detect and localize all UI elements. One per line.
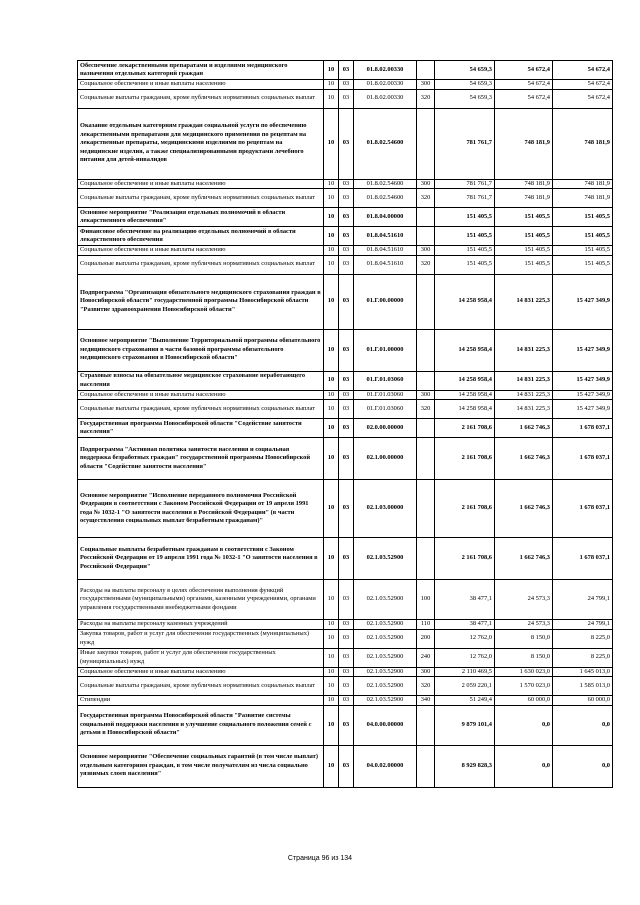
cell-amount-2: 1 662 746,3 [495,419,553,438]
cell-amount-2: 0,0 [495,705,553,745]
cell-expense-type: 320 [417,677,435,696]
cell-amount-1: 54 659,3 [435,61,495,80]
cell-section: 10 [324,189,339,208]
cell-name: Стипендии [78,696,324,706]
cell-amount-2: 1 630 023,0 [495,667,553,677]
cell-expense-type [417,480,435,538]
table-row [78,274,613,329]
cell-section: 10 [324,580,339,620]
cell-section: 10 [324,745,339,787]
cell-expense-type [417,274,435,329]
cell-section: 10 [324,61,339,80]
cell-amount-1: 51 249,4 [435,696,495,706]
cell-amount-2: 1 570 023,0 [495,677,553,696]
cell-section: 10 [324,274,339,329]
cell-amount-3: 151 405,5 [553,255,613,274]
table-row [78,696,613,706]
cell-amount-3: 60 000,0 [553,696,613,706]
cell-amount-1: 151 405,5 [435,208,495,227]
cell-amount-1: 54 659,3 [435,89,495,108]
cell-target-article: 01.8.02.54600 [354,189,417,208]
cell-name: Социальные выплаты гражданам, кроме публичных нормативных социальных выплат [78,400,324,419]
cell-subsection: 03 [339,629,354,648]
cell-subsection: 03 [339,667,354,677]
cell-name: Социальное обеспечение и иные выплаты населению [78,390,324,400]
table-row [78,705,613,745]
cell-expense-type [417,208,435,227]
cell-amount-2: 14 831 225,3 [495,400,553,419]
cell-amount-3: 0,0 [553,705,613,745]
cell-section: 10 [324,677,339,696]
cell-target-article: 01.8.04.00000 [354,208,417,227]
cell-expense-type [417,419,435,438]
cell-subsection: 03 [339,745,354,787]
table-row [78,108,613,179]
cell-amount-3: 8 225,0 [553,629,613,648]
cell-expense-type [417,745,435,787]
cell-expense-type: 240 [417,648,435,667]
cell-amount-3: 748 181,9 [553,108,613,179]
cell-amount-2: 60 000,0 [495,696,553,706]
cell-amount-3: 1 678 037,1 [553,419,613,438]
cell-expense-type: 300 [417,179,435,189]
cell-amount-1: 151 405,5 [435,246,495,256]
cell-amount-1: 2 059 220,1 [435,677,495,696]
cell-amount-3: 1 678 037,1 [553,480,613,538]
cell-name: Подпрограмма "Организация обязательного медицинского страхования граждан в Новосибирской области" государственной программы Новосибирской области "Развитие здравоохранения Новосибирской области" [78,274,324,329]
cell-expense-type: 300 [417,80,435,90]
cell-amount-2: 151 405,5 [495,208,553,227]
cell-amount-3: 151 405,5 [553,246,613,256]
table-row [78,80,613,90]
table-row [78,189,613,208]
cell-target-article: 01.8.02.00330 [354,89,417,108]
cell-subsection: 03 [339,419,354,438]
cell-section: 10 [324,400,339,419]
cell-section: 10 [324,538,339,580]
cell-target-article: 02.1.03.52900 [354,620,417,630]
cell-name: Социальное обеспечение и иные выплаты населению [78,667,324,677]
cell-section: 10 [324,648,339,667]
cell-expense-type: 110 [417,620,435,630]
table-row [78,629,613,648]
cell-name: Социальное обеспечение и иные выплаты населению [78,179,324,189]
cell-name: Социальные выплаты безработным гражданам в соответствии с Законом Российской Федерации от 19 апреля 1991 года № 1032-1 "О занятости населения в Российской Федерации" [78,538,324,580]
cell-amount-2: 8 150,0 [495,629,553,648]
cell-section: 10 [324,246,339,256]
cell-subsection: 03 [339,677,354,696]
cell-subsection: 03 [339,61,354,80]
cell-amount-2: 1 662 746,3 [495,480,553,538]
table-row [78,400,613,419]
cell-subsection: 03 [339,227,354,246]
cell-expense-type: 320 [417,189,435,208]
table-row [78,538,613,580]
cell-subsection: 03 [339,329,354,371]
cell-subsection: 03 [339,246,354,256]
table-row [78,620,613,630]
cell-amount-2: 54 672,4 [495,61,553,80]
cell-subsection: 03 [339,400,354,419]
cell-amount-2: 14 831 225,3 [495,371,553,390]
cell-amount-2: 0,0 [495,745,553,787]
cell-expense-type [417,371,435,390]
cell-amount-2: 1 662 746,3 [495,438,553,480]
cell-section: 10 [324,629,339,648]
cell-amount-1: 14 258 958,4 [435,274,495,329]
cell-section: 10 [324,179,339,189]
cell-amount-3: 24 799,1 [553,620,613,630]
cell-section: 10 [324,620,339,630]
cell-amount-3: 748 181,9 [553,189,613,208]
table-row [78,255,613,274]
cell-name: Обеспечение лекарственными препаратами и изделиями медицинского назначения отдельных категорий граждан [78,61,324,80]
cell-name: Закупка товаров, работ и услуг для обеспечения государственных (муниципальных) нужд [78,629,324,648]
cell-subsection: 03 [339,438,354,480]
cell-amount-1: 8 929 828,3 [435,745,495,787]
cell-amount-1: 2 161 708,6 [435,438,495,480]
cell-amount-1: 54 659,3 [435,80,495,90]
cell-amount-1: 9 879 101,4 [435,705,495,745]
table-row [78,227,613,246]
table-row [78,61,613,80]
cell-target-article: 02.1.00.00000 [354,438,417,480]
cell-section: 10 [324,438,339,480]
cell-section: 10 [324,329,339,371]
cell-section: 10 [324,667,339,677]
table-row [78,419,613,438]
cell-amount-2: 151 405,5 [495,227,553,246]
cell-expense-type: 300 [417,246,435,256]
cell-expense-type [417,61,435,80]
cell-amount-1: 14 258 958,4 [435,390,495,400]
cell-target-article: 02.1.03.52900 [354,696,417,706]
cell-target-article: 01.8.02.00330 [354,61,417,80]
cell-amount-1: 2 161 708,6 [435,538,495,580]
cell-section: 10 [324,89,339,108]
cell-target-article: 01.Г.00.00000 [354,274,417,329]
cell-target-article: 01.8.04.51610 [354,246,417,256]
cell-name: Социальные выплаты гражданам, кроме публичных нормативных социальных выплат [78,677,324,696]
cell-amount-3: 1 585 013,0 [553,677,613,696]
cell-subsection: 03 [339,620,354,630]
table-row [78,667,613,677]
cell-section: 10 [324,227,339,246]
cell-subsection: 03 [339,580,354,620]
cell-amount-1: 781 761,7 [435,189,495,208]
cell-name: Финансовое обеспечение на реализацию отдельных полномочий в области лекарственного обеспечения [78,227,324,246]
cell-amount-3: 54 672,4 [553,80,613,90]
cell-expense-type: 320 [417,400,435,419]
table-row [78,329,613,371]
table-row [78,246,613,256]
cell-amount-3: 15 427 349,9 [553,390,613,400]
cell-section: 10 [324,208,339,227]
cell-amount-3: 1 678 037,1 [553,438,613,480]
cell-amount-1: 14 258 958,4 [435,400,495,419]
cell-expense-type: 340 [417,696,435,706]
cell-name: Государственная программа Новосибирской области "Содействие занятости населения" [78,419,324,438]
table-row [78,179,613,189]
cell-name: Социальное обеспечение и иные выплаты населению [78,80,324,90]
cell-amount-2: 14 831 225,3 [495,274,553,329]
cell-name: Социальные выплаты гражданам, кроме публичных нормативных социальных выплат [78,89,324,108]
cell-amount-3: 54 672,4 [553,89,613,108]
cell-target-article: 02.1.03.52900 [354,538,417,580]
cell-amount-3: 748 181,9 [553,179,613,189]
cell-section: 10 [324,80,339,90]
cell-expense-type: 300 [417,667,435,677]
cell-expense-type [417,438,435,480]
cell-amount-2: 748 181,9 [495,189,553,208]
cell-amount-1: 14 258 958,4 [435,329,495,371]
cell-subsection: 03 [339,108,354,179]
cell-target-article: 02.0.00.00000 [354,419,417,438]
cell-expense-type [417,108,435,179]
cell-amount-3: 151 405,5 [553,208,613,227]
cell-subsection: 03 [339,89,354,108]
cell-amount-1: 14 258 958,4 [435,371,495,390]
cell-amount-2: 24 573,3 [495,620,553,630]
table-row [78,580,613,620]
cell-section: 10 [324,255,339,274]
cell-amount-2: 24 573,3 [495,580,553,620]
cell-amount-2: 14 831 225,3 [495,390,553,400]
cell-amount-1: 12 762,0 [435,629,495,648]
cell-section: 10 [324,696,339,706]
cell-subsection: 03 [339,371,354,390]
cell-amount-1: 781 761,7 [435,108,495,179]
cell-subsection: 03 [339,274,354,329]
table-row [78,390,613,400]
cell-amount-3: 15 427 349,9 [553,400,613,419]
cell-amount-3: 1 678 037,1 [553,538,613,580]
cell-expense-type [417,538,435,580]
table-row [78,648,613,667]
cell-name: Расходы на выплаты персоналу в целях обеспечения выполнения функций государственными (муниципальными) органами, казенными учреждениями, органами управления государственными внебюджетными фондами [78,580,324,620]
cell-amount-1: 38 477,1 [435,580,495,620]
cell-target-article: 01.Г.01.03060 [354,371,417,390]
cell-amount-3: 15 427 349,9 [553,274,613,329]
cell-amount-3: 151 405,5 [553,227,613,246]
cell-amount-1: 151 405,5 [435,255,495,274]
cell-amount-2: 8 150,0 [495,648,553,667]
cell-amount-1: 781 761,7 [435,179,495,189]
cell-name: Основное мероприятие "Выполнение Территориальной программы обязательного медицинского страхования в части базовой программы обязательного медицинского страхования в Новосибирской области" [78,329,324,371]
cell-expense-type: 300 [417,390,435,400]
cell-amount-1: 2 110 469,5 [435,667,495,677]
cell-amount-1: 151 405,5 [435,227,495,246]
cell-subsection: 03 [339,189,354,208]
cell-name: Основное мероприятие "Исполнение переданного полномочия Российской Федерации в соответствии с Законом Российской Федерации от 19 апреля 1991 года № 1032-1 "О занятости населения в Российской Федерации" (в части осуществления социальных выплат безработным гражданам)" [78,480,324,538]
cell-subsection: 03 [339,696,354,706]
table-row [78,208,613,227]
budget-table [77,60,613,788]
cell-target-article: 01.8.04.51610 [354,255,417,274]
cell-amount-1: 2 161 708,6 [435,480,495,538]
cell-target-article: 02.1.03.52900 [354,677,417,696]
cell-amount-2: 54 672,4 [495,80,553,90]
cell-name: Основное мероприятие "Обеспечение социальных гарантий (в том числе выплат) отдельным категориям граждан, в том числе получателям из числа социально уязвимых слоев населения" [78,745,324,787]
cell-target-article: 02.1.03.52900 [354,629,417,648]
cell-target-article: 01.8.02.54600 [354,179,417,189]
cell-target-article: 01.Г.01.03060 [354,400,417,419]
cell-target-article: 02.1.03.00000 [354,480,417,538]
cell-subsection: 03 [339,80,354,90]
cell-target-article: 02.1.03.52900 [354,667,417,677]
cell-amount-3: 24 799,1 [553,580,613,620]
cell-section: 10 [324,419,339,438]
cell-name: Социальные выплаты гражданам, кроме публичных нормативных социальных выплат [78,255,324,274]
cell-target-article: 02.1.03.52900 [354,580,417,620]
cell-subsection: 03 [339,538,354,580]
cell-name: Иные закупки товаров, работ и услуг для обеспечения государственных (муниципальных) нужд [78,648,324,667]
cell-subsection: 03 [339,648,354,667]
cell-amount-1: 2 161 708,6 [435,419,495,438]
cell-amount-2: 1 662 746,3 [495,538,553,580]
cell-expense-type [417,227,435,246]
cell-amount-1: 12 762,0 [435,648,495,667]
cell-name: Расходы на выплаты персоналу казенных учреждений [78,620,324,630]
cell-target-article: 01.Г.01.00000 [354,329,417,371]
cell-section: 10 [324,480,339,538]
cell-subsection: 03 [339,208,354,227]
cell-name: Основное мероприятие "Реализация отдельных полномочий в области лекарственного обеспечения" [78,208,324,227]
table-row [78,89,613,108]
cell-name: Оказание отдельным категориям граждан социальной услуги по обеспечению лекарственными препаратами для медицинского применения по рецептам на лекарственные препараты, медицинскими изделиями по рецептам на медицинские изделия, а также специализированными продуктами лечебного питания для детей-инвалидов [78,108,324,179]
cell-target-article: 01.Г.01.03060 [354,390,417,400]
cell-target-article: 01.8.02.00330 [354,80,417,90]
cell-amount-3: 8 225,0 [553,648,613,667]
cell-expense-type [417,705,435,745]
table-row [78,371,613,390]
cell-subsection: 03 [339,179,354,189]
cell-target-article: 01.8.04.51610 [354,227,417,246]
cell-subsection: 03 [339,705,354,745]
cell-section: 10 [324,390,339,400]
cell-expense-type: 320 [417,89,435,108]
cell-name: Подпрограмма "Активная политика занятости населения и социальная поддержка безработных граждан" государственной программы Новосибирской области "Содействие занятости населения" [78,438,324,480]
cell-amount-2: 151 405,5 [495,246,553,256]
cell-amount-3: 15 427 349,9 [553,371,613,390]
table-row [78,480,613,538]
cell-subsection: 03 [339,480,354,538]
cell-section: 10 [324,108,339,179]
cell-amount-2: 151 405,5 [495,255,553,274]
cell-subsection: 03 [339,255,354,274]
cell-section: 10 [324,371,339,390]
cell-target-article: 04.0.00.00000 [354,705,417,745]
cell-expense-type: 100 [417,580,435,620]
cell-expense-type: 320 [417,255,435,274]
cell-target-article: 02.1.03.52900 [354,648,417,667]
cell-amount-2: 748 181,9 [495,179,553,189]
cell-amount-2: 54 672,4 [495,89,553,108]
table-row [78,677,613,696]
cell-amount-3: 1 645 013,0 [553,667,613,677]
cell-amount-1: 38 477,1 [435,620,495,630]
cell-name: Государственная программа Новосибирской области "Развитие системы социальной поддержки населения и улучшение социального положения семей с детьми в Новосибирской области" [78,705,324,745]
cell-name: Страховые взносы на обязательное медицинское страхование неработающего населения [78,371,324,390]
cell-amount-2: 748 181,9 [495,108,553,179]
page-number: Страница 96 из 134 [287,855,353,862]
table-row [78,438,613,480]
cell-name: Социальные выплаты гражданам, кроме публичных нормативных социальных выплат [78,189,324,208]
cell-amount-3: 0,0 [553,745,613,787]
cell-expense-type [417,329,435,371]
cell-target-article: 01.8.02.54600 [354,108,417,179]
cell-amount-2: 14 831 225,3 [495,329,553,371]
cell-target-article: 04.0.02.00000 [354,745,417,787]
cell-name: Социальное обеспечение и иные выплаты населению [78,246,324,256]
cell-section: 10 [324,705,339,745]
cell-amount-3: 15 427 349,9 [553,329,613,371]
cell-expense-type: 200 [417,629,435,648]
cell-subsection: 03 [339,390,354,400]
cell-amount-3: 54 672,4 [553,61,613,80]
table-row [78,745,613,787]
